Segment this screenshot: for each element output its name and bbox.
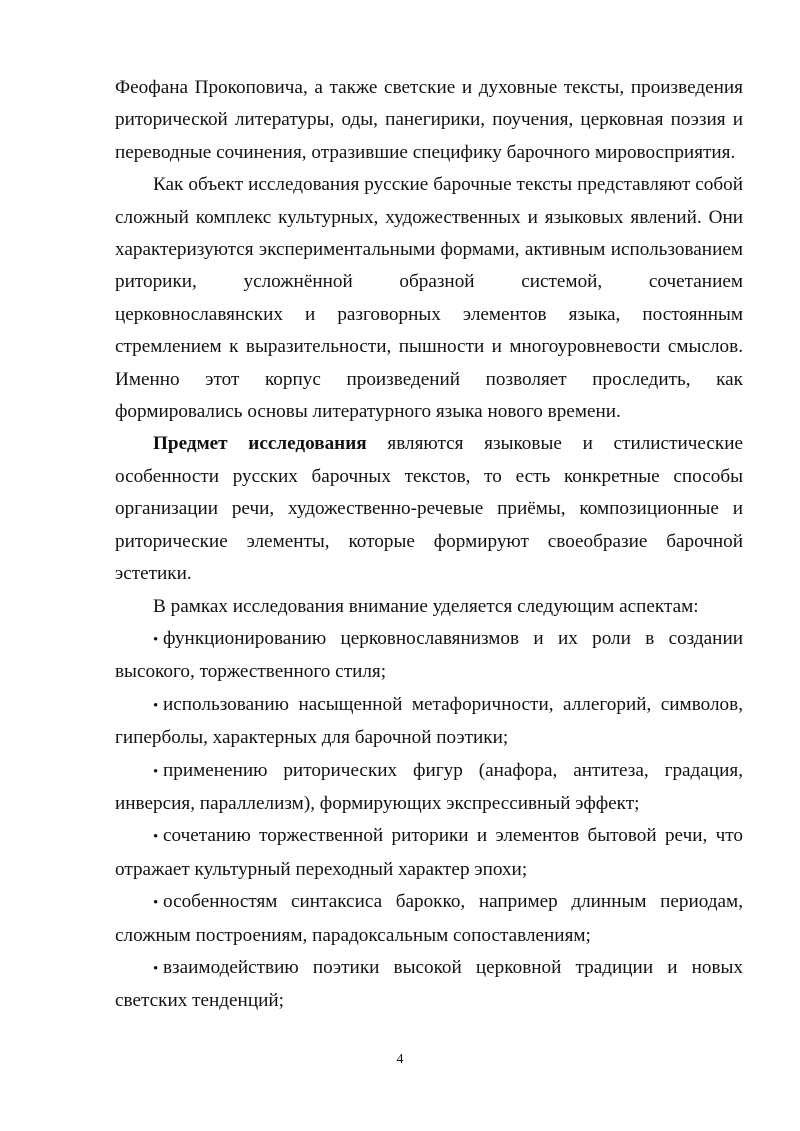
- paragraph-aspects-intro: [115, 591, 743, 623]
- bullet-icon: •: [153, 895, 159, 912]
- list-item: [115, 886, 743, 952]
- list-item: [115, 689, 743, 755]
- bullet-icon: •: [153, 829, 159, 846]
- list-item-text: использованию насыщенной метафоричности, аллегорий, символов, гиперболы, характерных для барочной поэтики;: [115, 693, 743, 749]
- list-item: [115, 952, 743, 1018]
- bullet-icon: •: [153, 960, 159, 977]
- paragraph-text: являются языковые и стилистические особенности русских барочных текстов, то есть конкретные способы организации речи, художественно-речевые приёмы, композиционные и риторические элементы, которые формируют своеобразие барочной эстетики.: [115, 433, 743, 585]
- list-item-text: функционированию церковнославянизмов и их роли в создании высокого, торжественного стиля;: [115, 627, 743, 683]
- paragraph-text: Феофана Прокоповича, а также светские и духовные тексты, произведения риторической литературы, оды, панегирики, поучения, церковная поэзия и переводные сочинения, отразившие специфику барочного мировосприятия.: [115, 77, 743, 163]
- paragraph-text: Как объект исследования русские барочные тексты представляют собой сложный комплекс культурных, художественных и языковых явлений. Они характеризуются экспериментальными формами, активным использованием риторики, усложнённой образной системой, сочетанием церковнославянских и разговорных элементов языка, постоянным стремлением к выразительности, пышности и многоуровневости смыслов. Именно этот корпус произведений позволяет проследить, как формировались основы литературного языка нового времени.: [115, 174, 743, 423]
- paragraph-continuation: [115, 72, 743, 169]
- paragraph-bold-lead: Предмет исследования: [153, 433, 367, 455]
- paragraph-text: В рамках исследования внимание уделяется следующим аспектам:: [153, 595, 699, 617]
- list-item-text: взаимодействию поэтики высокой церковной традиции и новых светских тенденций;: [115, 956, 743, 1012]
- list-item-text: особенностям синтаксиса барокко, например длинным периодам, сложным построениям, парадоксальным сопоставлениям;: [115, 891, 743, 946]
- document-body: [115, 72, 743, 1018]
- list-item-text: сочетанию торжественной риторики и элементов бытовой речи, что отражает культурный переходный характер эпохи;: [115, 825, 743, 880]
- list-item: [115, 755, 743, 821]
- paragraph-research-object: [115, 169, 743, 428]
- bullet-icon: •: [153, 631, 159, 648]
- list-item-text: применению риторических фигур (анафора, антитеза, градация, инверсия, параллелизм), формирующих экспрессивный эффект;: [115, 759, 743, 814]
- aspects-list: [115, 623, 743, 1018]
- page-number: 4: [396, 1052, 404, 1067]
- bullet-icon: •: [153, 697, 159, 714]
- list-item: [115, 623, 743, 689]
- list-item: [115, 820, 743, 886]
- paragraph-research-subject: [115, 428, 743, 590]
- bullet-icon: •: [153, 763, 159, 780]
